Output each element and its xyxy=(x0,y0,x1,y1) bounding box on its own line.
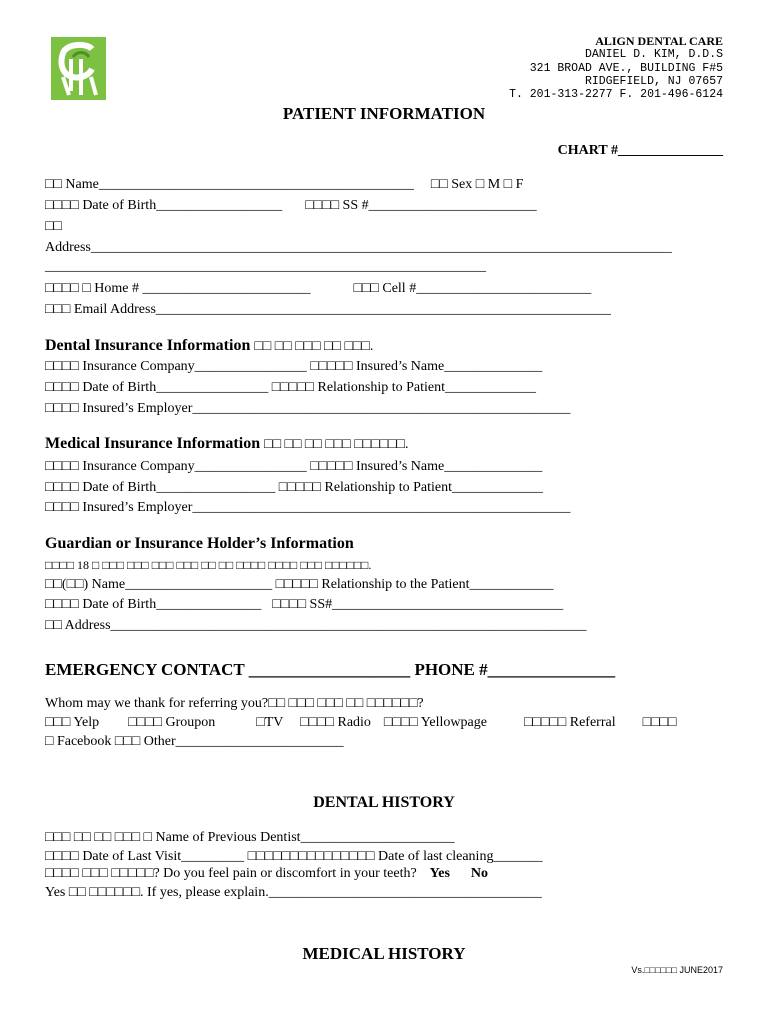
name-field[interactable]: □□ Name_____________________________________________ xyxy=(45,177,414,192)
medical-ins-insured-name-field[interactable]: □□□□□ Insured’s Name______________ xyxy=(310,459,543,474)
dental-ins-relationship-field[interactable]: □□□□□ Relationship to Patient_____________ xyxy=(271,380,537,395)
chart-number-field[interactable]: CHART #_______________ xyxy=(557,143,723,158)
referral-yelp-checkbox[interactable]: □□□ Yelp xyxy=(45,715,100,730)
referral-groupon-checkbox[interactable]: □□□□ Groupon xyxy=(128,715,216,730)
guardian-ss-field[interactable]: □□□□ SS#_________________________________ xyxy=(272,597,564,612)
referral-tv-checkbox[interactable]: □TV xyxy=(256,715,284,730)
referral-question: Whom may we thank for referring you?□□ □□□ □□□ □□ □□□□□□? xyxy=(45,696,424,711)
emergency-row xyxy=(45,660,615,680)
email-field[interactable]: □□□ Email Address_________________________________________________________________ xyxy=(45,302,611,317)
patient-info-title: PATIENT INFORMATION xyxy=(282,104,486,123)
pain-explain-field[interactable]: Yes □□ □□□□□□. If yes, please explain._______________________________________ xyxy=(45,885,542,900)
pain-question-row xyxy=(45,866,488,882)
guardian-address-field[interactable]: □□ Address____________________________________________________________________ xyxy=(45,618,587,633)
medical-ins-row-1 xyxy=(45,459,542,475)
clinic-doctor: DANIEL D. KIM, D.D.S xyxy=(584,48,723,62)
emergency-contact-field[interactable]: EMERGENCY CONTACT ___________________ xyxy=(45,660,411,679)
referral-options-row-1 xyxy=(45,715,676,731)
prev-dentist-field[interactable]: □□□ □□ □□ □□□ □ Name of Previous Dentist______________________ xyxy=(45,830,455,845)
dental-insurance-heading-en: Dental Insurance Information xyxy=(45,337,251,354)
dental-ins-row-2 xyxy=(45,380,536,396)
medical-ins-row-2 xyxy=(45,480,543,496)
dental-ins-dob-field[interactable]: □□□□ Date of Birth________________ xyxy=(45,380,269,395)
pain-yes-option[interactable]: Yes xyxy=(429,866,450,881)
guardian-name-field[interactable]: □□(□□) Name_____________________ xyxy=(45,577,273,592)
dental-insurance-heading-kr: □□ □□ □□□ □□ □□□. xyxy=(254,339,374,354)
clinic-name: ALIGN DENTAL CARE xyxy=(595,34,723,48)
cell-phone-field[interactable]: □□□ Cell #_________________________ xyxy=(353,281,592,296)
referral-referral-checkbox[interactable]: □□□□□ Referral xyxy=(523,715,616,730)
guardian-dob-field[interactable]: □□□□ Date of Birth_______________ xyxy=(45,597,262,612)
pain-question: □□□□ □□□ □□□□□? Do you feel pain or discomfort in your teeth? xyxy=(45,866,417,881)
dental-ins-insured-name-field[interactable]: □□□□□ Insured’s Name______________ xyxy=(310,359,543,374)
medical-history-title: MEDICAL HISTORY xyxy=(302,944,466,963)
last-cleaning-field[interactable]: □□□□□□□□□□□□□□□ Date of last cleaning_______ xyxy=(247,849,543,864)
referral-radio-checkbox[interactable]: □□□□ Radio xyxy=(300,715,371,730)
referral-other-field[interactable]: □□□ Other________________________ xyxy=(114,734,344,749)
clinic-info xyxy=(509,35,723,101)
dental-insurance-heading xyxy=(45,337,373,355)
dental-history-row-2 xyxy=(45,849,542,865)
clinic-logo xyxy=(51,37,106,100)
address-label-kr: □□ xyxy=(45,219,62,234)
clinic-address-2: RIDGEFIELD, NJ 07657 xyxy=(584,74,723,88)
medical-ins-employer-field[interactable]: □□□□ Insured’s Employer______________________________________________________ xyxy=(45,500,571,515)
guardian-heading: Guardian or Insurance Holder’s Information xyxy=(45,535,354,552)
guardian-row-2 xyxy=(45,597,563,613)
dental-ins-company-field[interactable]: □□□□ Insurance Company________________ xyxy=(45,359,307,374)
last-visit-field[interactable]: □□□□ Date of Last Visit_________ xyxy=(45,849,245,864)
medical-insurance-heading-en: Medical Insurance Information xyxy=(45,435,261,452)
dental-history-title: DENTAL HISTORY xyxy=(313,794,455,811)
patient-row-2 xyxy=(45,198,537,214)
guardian-relationship-field[interactable]: □□□□□ Relationship to the Patient____________ xyxy=(275,577,554,592)
pain-no-option[interactable]: No xyxy=(470,866,489,881)
medical-ins-dob-field[interactable]: □□□□ Date of Birth_________________ xyxy=(45,480,276,495)
medical-insurance-heading-kr: □□ □□ □□ □□□ □□□□□□. xyxy=(264,437,409,452)
referral-facebook-label: □ Facebook xyxy=(45,734,112,749)
dob-field[interactable]: □□□□ Date of Birth__________________ xyxy=(45,198,283,213)
referral-yellowpage-checkbox[interactable]: □□□□ Yellowpage xyxy=(383,715,487,730)
sex-field[interactable]: □□ Sex □ M □ F xyxy=(430,177,524,192)
referral-facebook-checkbox-kr[interactable]: □□□□ xyxy=(642,715,677,730)
patient-row-phone xyxy=(45,281,591,297)
emergency-phone-field[interactable]: PHONE #_______________ xyxy=(414,660,616,679)
clinic-address-1: 321 BROAD AVE., BUILDING F#5 xyxy=(529,61,723,75)
clinic-phone: T. 201-313-2277 F. 201-496-6124 xyxy=(509,88,723,102)
guardian-row-1 xyxy=(45,577,554,593)
patient-row-1 xyxy=(45,177,523,193)
dental-ins-employer-field[interactable]: □□□□ Insured’s Employer______________________________________________________ xyxy=(45,401,571,416)
address-field[interactable]: Address___________________________________________________________________________________ xyxy=(45,240,672,255)
address-field-2[interactable]: _______________________________________________________________ xyxy=(45,259,486,274)
guardian-note: □□□□ 18 □ □□□ □□□ □□□ □□□ □□ □□ □□□□ □□□□ □□□ □□□□□□. xyxy=(45,558,372,572)
version-label: Vs.□□□□□□ JUNE2017 xyxy=(631,965,723,975)
referral-options-row-2 xyxy=(45,734,344,750)
ss-field[interactable]: □□□□ SS #________________________ xyxy=(305,198,537,213)
medical-insurance-heading xyxy=(45,435,408,453)
medical-ins-company-field[interactable]: □□□□ Insurance Company________________ xyxy=(45,459,307,474)
medical-ins-relationship-field[interactable]: □□□□□ Relationship to Patient_____________ xyxy=(278,480,544,495)
dental-ins-row-1 xyxy=(45,359,542,375)
home-phone-field[interactable]: □□□□ □ Home # ________________________ xyxy=(45,281,311,296)
